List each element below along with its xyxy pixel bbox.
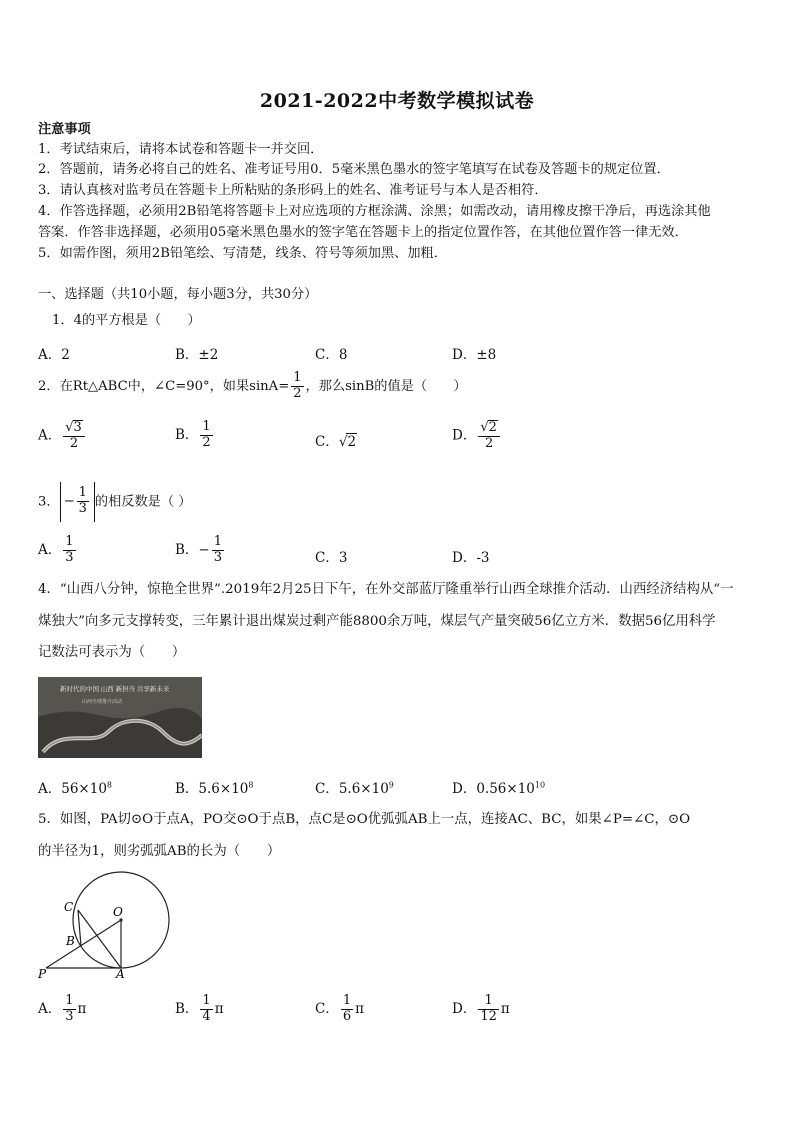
label-p: P — [38, 967, 47, 980]
question-3-stem — [38, 482, 191, 523]
q4-option-a — [38, 777, 112, 797]
exponent: 8 — [106, 780, 113, 790]
fraction-numerator: 1 — [202, 993, 211, 1008]
option-fraction — [63, 994, 75, 1025]
option-label: D．0.56×10 — [452, 781, 535, 797]
fraction-denominator: 3 — [65, 1008, 74, 1024]
option-label: A． — [38, 1000, 62, 1017]
option-fraction — [478, 420, 500, 452]
page-title: 2021-2022中考数学模拟试卷 — [259, 90, 535, 112]
fraction-numerator: 1 — [213, 534, 223, 549]
option-fraction — [200, 994, 212, 1025]
absolute-value — [60, 482, 95, 522]
option-label: C．5.6×10 — [315, 781, 389, 797]
notice-item: 4．作答选择题，必须用2B铅笔将答题卡上对应选项的方框涂满、涂黑；如需改动，请用橡皮擦干净后，再选涂其他 — [38, 204, 711, 219]
fraction-numerator: 1 — [342, 993, 352, 1008]
fraction-denominator: 2 — [202, 434, 211, 450]
q2-option-c — [315, 430, 357, 450]
exponent: 8 — [248, 780, 254, 790]
fraction-numerator: 1 — [78, 485, 87, 501]
exponent: 9 — [388, 780, 394, 790]
option-label: A．56×10 — [38, 781, 107, 797]
fraction-denominator: 12 — [480, 1008, 497, 1024]
fraction-denominator: 3 — [78, 501, 87, 516]
option-label: D． — [452, 427, 477, 444]
option-label: B． — [175, 426, 199, 443]
option-fraction — [212, 535, 224, 566]
segment-po — [46, 920, 121, 968]
option-fraction — [478, 994, 499, 1025]
option-label: B．5.6×10 — [175, 781, 249, 797]
option-fraction — [63, 420, 85, 452]
fraction-denominator: 2 — [293, 386, 302, 401]
fraction-numerator: √2 — [478, 420, 500, 437]
q3-option-d: D．-3 — [452, 550, 490, 566]
option-fraction — [63, 535, 75, 566]
fraction-numerator: 1 — [202, 419, 211, 434]
option-fraction — [200, 420, 212, 451]
photo-caption-1: 新时代的中国 山西 新担当 共享新未来 — [60, 686, 170, 693]
option-label: C． — [315, 434, 339, 450]
section-heading: 一、选择题（共10小题，每小题3分，共30分） — [38, 287, 318, 302]
q3-option-c: C．3 — [315, 550, 348, 566]
option-fraction — [341, 994, 353, 1025]
q2-stem-pre: 2．在Rt△ABC中，∠C=90°，如果sinA= — [38, 379, 290, 394]
pi-symbol: π — [355, 1000, 364, 1017]
fraction-denominator: 3 — [65, 549, 74, 565]
abs-fraction — [77, 486, 89, 517]
q2-stem-post: ，那么sinB的值是（ ） — [305, 379, 467, 394]
notice-item: 2．答题前，请务必将自己的姓名、准考证号用0．5毫米黑色墨水的签字笔填写在试卷及答题卡的规定位置． — [38, 162, 670, 177]
fraction-numerator: 1 — [65, 993, 74, 1008]
minus-sign: − — [63, 494, 75, 509]
option-label: D． — [452, 1000, 477, 1017]
q1-option-a: A．2 — [38, 347, 70, 363]
q3-option-b — [175, 535, 226, 566]
label-b: B — [66, 934, 75, 948]
exponent: 10 — [534, 780, 546, 790]
q5-option-d — [452, 994, 510, 1025]
fraction-numerator: √3 — [63, 420, 85, 437]
radicand: 3 — [73, 420, 82, 435]
q2-option-d — [452, 420, 502, 452]
minus-sign: − — [198, 541, 210, 558]
option-label: B． — [175, 1000, 199, 1017]
q1-option-b: B．±2 — [175, 347, 219, 363]
q3-stem-post: 的相反数是（ ） — [94, 494, 192, 510]
question-2-stem — [38, 368, 467, 406]
river-landscape-photo — [38, 677, 202, 758]
fraction-denominator: 6 — [342, 1008, 352, 1024]
label-c: C — [64, 900, 74, 914]
fraction-numerator: 1 — [478, 994, 499, 1010]
radical-sign: √ — [338, 434, 348, 450]
q2-option-b — [175, 420, 215, 451]
q4-option-b — [175, 777, 253, 797]
notice-item: 1．考试结束后，请将本试卷和答题卡一并交回． — [38, 142, 324, 157]
fraction-denominator: 2 — [484, 435, 494, 451]
photo-drawing — [38, 677, 202, 758]
question-5-line: 5．如图，PA切⊙O于点A，PO交⊙O于点B，点C是⊙O优弧弧AB上一点，连接AC、BC，如果∠P=∠C，⊙O — [38, 812, 691, 827]
q4-option-d — [452, 777, 545, 797]
q5-option-b — [175, 994, 224, 1025]
option-label: A． — [38, 427, 62, 444]
q1-option-d: D．±8 — [452, 347, 497, 363]
label-o: O — [113, 905, 123, 919]
q3-option-a — [38, 535, 78, 566]
q3-number: 3． — [38, 494, 60, 510]
question-4-line: 煤独大”向多元支撑转变，三年累计退出煤炭过剩产能8800余万吨，煤层气产量突破56亿立方米．数据56亿用科学 — [38, 614, 716, 629]
question-4-line: 4．“山西八分钟，惊艳全世界”.2019年2月25日下午，在外交部蓝厅隆重举行山西全球推介活动．山西经济结构从“一 — [38, 582, 734, 597]
question-4-line: 记数法可表示为（ ） — [38, 645, 186, 660]
photo-caption-2: 山西全球推介活动 — [82, 699, 123, 705]
q2-option-a — [38, 420, 87, 452]
notice-heading: 注意事项 — [38, 122, 91, 137]
question-1-stem: 1．4的平方根是（ ） — [52, 313, 201, 328]
pi-symbol: π — [500, 1000, 510, 1017]
option-label: A． — [38, 541, 62, 558]
fraction-numerator: 1 — [293, 370, 302, 386]
q5-option-a — [38, 994, 86, 1025]
fraction-numerator: 1 — [65, 534, 74, 549]
notice-item: 3．请认真核对监考员在答题卡上所粘贴的条形码上的姓名、准考证号与本人是否相符． — [38, 183, 548, 198]
fraction-denominator: 4 — [202, 1008, 211, 1024]
q1-option-c: C．8 — [315, 347, 348, 363]
fraction-denominator: 2 — [69, 435, 79, 451]
radicand: 2 — [347, 434, 357, 450]
notice-item: 答案．作答非选择题，必须用05毫米黑色墨水的签字笔在答题卡上的指定位置作答，在其他位置作答一律无效． — [38, 225, 688, 240]
label-a: A — [116, 967, 125, 980]
q4-option-c — [315, 777, 394, 797]
question-5-line: 的半径为1，则劣弧弧AB的长为（ ） — [38, 844, 281, 859]
fraction-denominator: 3 — [213, 549, 223, 565]
notice-item: 5．如需作图，须用2B铅笔绘、写清楚，线条、符号等须加黑、加粗． — [38, 246, 447, 261]
pi-symbol: π — [214, 1000, 224, 1017]
option-label: C． — [315, 1000, 339, 1017]
q5-option-c — [315, 994, 364, 1025]
geometry-figure — [36, 870, 176, 980]
radicand: 2 — [488, 420, 497, 435]
option-label: B． — [175, 541, 199, 558]
segment-cb — [78, 910, 81, 946]
q2-fraction — [291, 371, 303, 402]
pi-symbol: π — [77, 1000, 87, 1017]
